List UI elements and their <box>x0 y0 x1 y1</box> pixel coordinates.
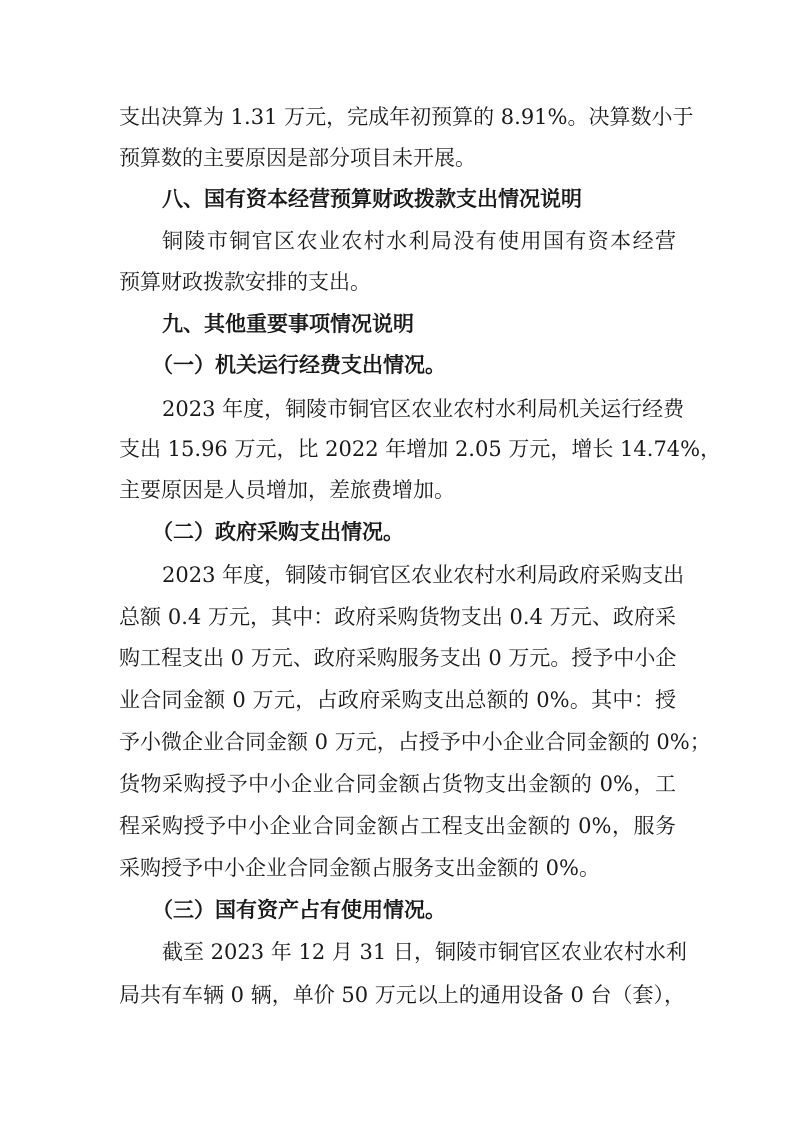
body-text-line: 局共有车辆 0 辆，单价 50 万元以上的通用设备 0 台（套）， <box>119 983 685 1007</box>
body-text-line: 截至 2023 年 12 月 31 日，铜陵市铜官区农业农村水利 <box>162 940 687 964</box>
body-text-line: 业合同金额 0 万元，占政府采购支出总额的 0%。其中：授 <box>119 688 676 712</box>
subsection-heading-1: （一）机关运行经费支出情况。 <box>152 353 446 377</box>
body-text-line: 铜陵市铜官区农业农村水利局没有使用国有资本经营 <box>162 229 676 253</box>
body-text-line: 2023 年度，铜陵市铜官区农业农村水利局政府采购支出 <box>162 563 685 587</box>
body-text-line: 程采购授予中小企业合同金额占工程支出金额的 0%，服务 <box>119 814 676 838</box>
section-heading-9: 九、其他重要事项情况说明 <box>162 312 414 336</box>
body-text-line: 预算财政拨款安排的支出。 <box>119 270 371 294</box>
body-text-line: 预算数的主要原因是部分项目未开展。 <box>119 146 476 170</box>
subsection-heading-3: （三）国有资产占有使用情况。 <box>152 898 446 922</box>
body-text-line: 采购授予中小企业合同金额占服务支出金额的 0%。 <box>119 856 600 880</box>
body-text-line: 2023 年度，铜陵市铜官区农业农村水利局机关运行经费 <box>162 397 685 421</box>
body-text-line: 货物采购授予中小企业合同金额占货物支出金额的 0%，工 <box>119 772 676 796</box>
body-text-line: 予小微企业合同金额 0 万元，占授予中小企业合同金额的 0%； <box>119 730 711 754</box>
body-text-line: 总额 0.4 万元，其中：政府采购货物支出 0.4 万元、政府采 <box>119 605 676 629</box>
body-text-line: 购工程支出 0 万元、政府采购服务支出 0 万元。授予中小企 <box>119 646 677 670</box>
section-heading-8: 八、国有资本经营预算财政拨款支出情况说明 <box>162 187 582 211</box>
body-text-line: 支出决算为 1.31 万元，完成年初预算的 8.91%。决算数小于 <box>119 105 694 129</box>
body-text-line: 支出 15.96 万元，比 2022 年增加 2.05 万元，增长 14.74%， <box>119 437 722 461</box>
subsection-heading-2: （二）政府采购支出情况。 <box>152 520 404 544</box>
body-text-line: 主要原因是人员增加，差旅费增加。 <box>119 478 455 502</box>
